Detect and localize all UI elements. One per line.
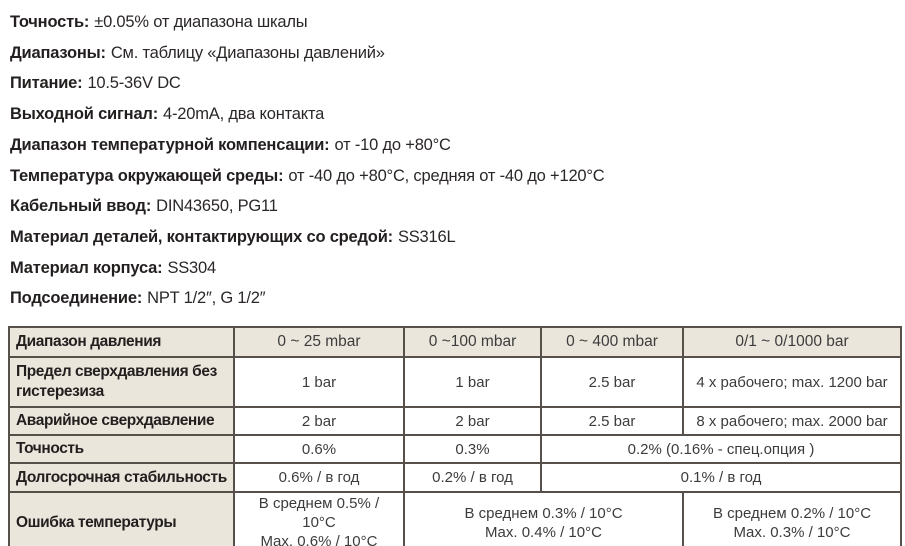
spec-line-power (10, 68, 905, 99)
table-row-header (9, 327, 901, 357)
header-col-0-1000-bar: 0/1 ~ 0/1000 bar (683, 327, 901, 357)
spec-label: Выходной сигнал: (10, 105, 158, 124)
table-cell: 1 bar (234, 357, 404, 407)
row-label: Аварийное сверхдавление (9, 407, 234, 435)
table-cell: 0.1% / в год (541, 463, 901, 492)
table-cell: 0.6% (234, 435, 404, 463)
spec-label: Материал корпуса: (10, 258, 163, 277)
temp-error-max: Max. 0.6% / 10°C (260, 533, 378, 546)
header-col-0-100-mbar: 0 ~100 mbar (404, 327, 541, 357)
temp-error-max: Max. 0.4% / 10°C (485, 523, 602, 541)
spec-line-temp-compensation (10, 130, 905, 161)
spec-value: 4-20mA, два контакта (163, 105, 325, 124)
table-cell: 0.2% / в год (404, 463, 541, 492)
spec-label: Материал деталей, контактирующих со средой: (10, 227, 393, 246)
spec-line-body-material (10, 253, 905, 284)
spec-label: Температура окружающей среды: (10, 166, 284, 185)
spec-label: Питание: (10, 74, 83, 93)
table-cell: 4 x рабочего; max. 1200 bar (683, 357, 901, 407)
spec-label: Точность: (10, 13, 90, 31)
spec-line-accuracy (10, 7, 905, 38)
table-cell (234, 492, 404, 546)
spec-label: Кабельный ввод: (10, 197, 152, 216)
spec-value: от -10 до +80°C (334, 135, 451, 154)
spec-line-wetted-material (10, 222, 905, 253)
table-cell: 0.3% (404, 435, 541, 463)
spec-value: 10.5-36V DC (87, 74, 181, 93)
temp-error-average: В среднем 0.2% / 10°C (712, 504, 872, 522)
row-label: Предел сверхдавления без гистерезиза (9, 357, 234, 407)
table-cell: 1 bar (404, 357, 541, 407)
table-cell: 0.6% / в год (234, 463, 404, 492)
spec-line-cable-entry (10, 191, 905, 222)
spec-value: от -40 до +80°C, средняя от -40 до +120°C (288, 166, 605, 185)
table-cell: 2.5 bar (541, 357, 683, 407)
table-row-long-term-stability (9, 463, 901, 492)
spec-line-connection (10, 283, 905, 314)
table-cell (404, 492, 683, 546)
header-col-0-25-mbar: 0 ~ 25 mbar (234, 327, 404, 357)
pressure-ranges-table (8, 326, 902, 546)
table-cell: 2 bar (404, 407, 541, 435)
spec-value: ±0.05% от диапазона шкалы (94, 13, 308, 31)
spec-value: NPT 1/2″, G 1/2″ (147, 289, 266, 308)
spec-value: См. таблицу «Диапазоны давлений» (110, 43, 385, 62)
spec-line-output-signal (10, 99, 905, 130)
spec-label: Диапазон температурной компенсации: (10, 135, 330, 154)
table-cell (683, 492, 901, 546)
table-cell: 2.5 bar (541, 407, 683, 435)
table-row-overpressure-no-hysteresis (9, 357, 901, 407)
table-cell: 0.2% (0.16% - спец.опция ) (541, 435, 901, 463)
row-label: Ошибка температуры (9, 492, 234, 546)
table-cell: 8 x рабочего; max. 2000 bar (683, 407, 901, 435)
spec-value: DIN43650, PG11 (156, 197, 278, 216)
spec-label: Диапазоны: (10, 43, 106, 62)
row-label: Точность (9, 435, 234, 463)
table-cell: 2 bar (234, 407, 404, 435)
temp-error-average: В среднем 0.3% / 10°C (464, 504, 623, 522)
spec-value: SS316L (397, 227, 456, 246)
temp-error-max: Max. 0.3% / 10°C (733, 523, 851, 541)
temp-error-average: В среднем 0.5% / 10°C (258, 495, 380, 532)
spec-label: Подсоединение: (10, 289, 143, 308)
table-row-accuracy (9, 435, 901, 463)
spec-value: SS304 (167, 258, 216, 277)
spec-line-ranges (10, 38, 905, 69)
table-row-temperature-error (9, 492, 901, 546)
header-label-pressure-range: Диапазон давления (9, 327, 234, 357)
spec-line-ambient-temp (10, 161, 905, 192)
header-col-0-400-mbar: 0 ~ 400 mbar (541, 327, 683, 357)
row-label: Долгосрочная стабильность (9, 463, 234, 492)
table-row-emergency-overpressure (9, 407, 901, 435)
